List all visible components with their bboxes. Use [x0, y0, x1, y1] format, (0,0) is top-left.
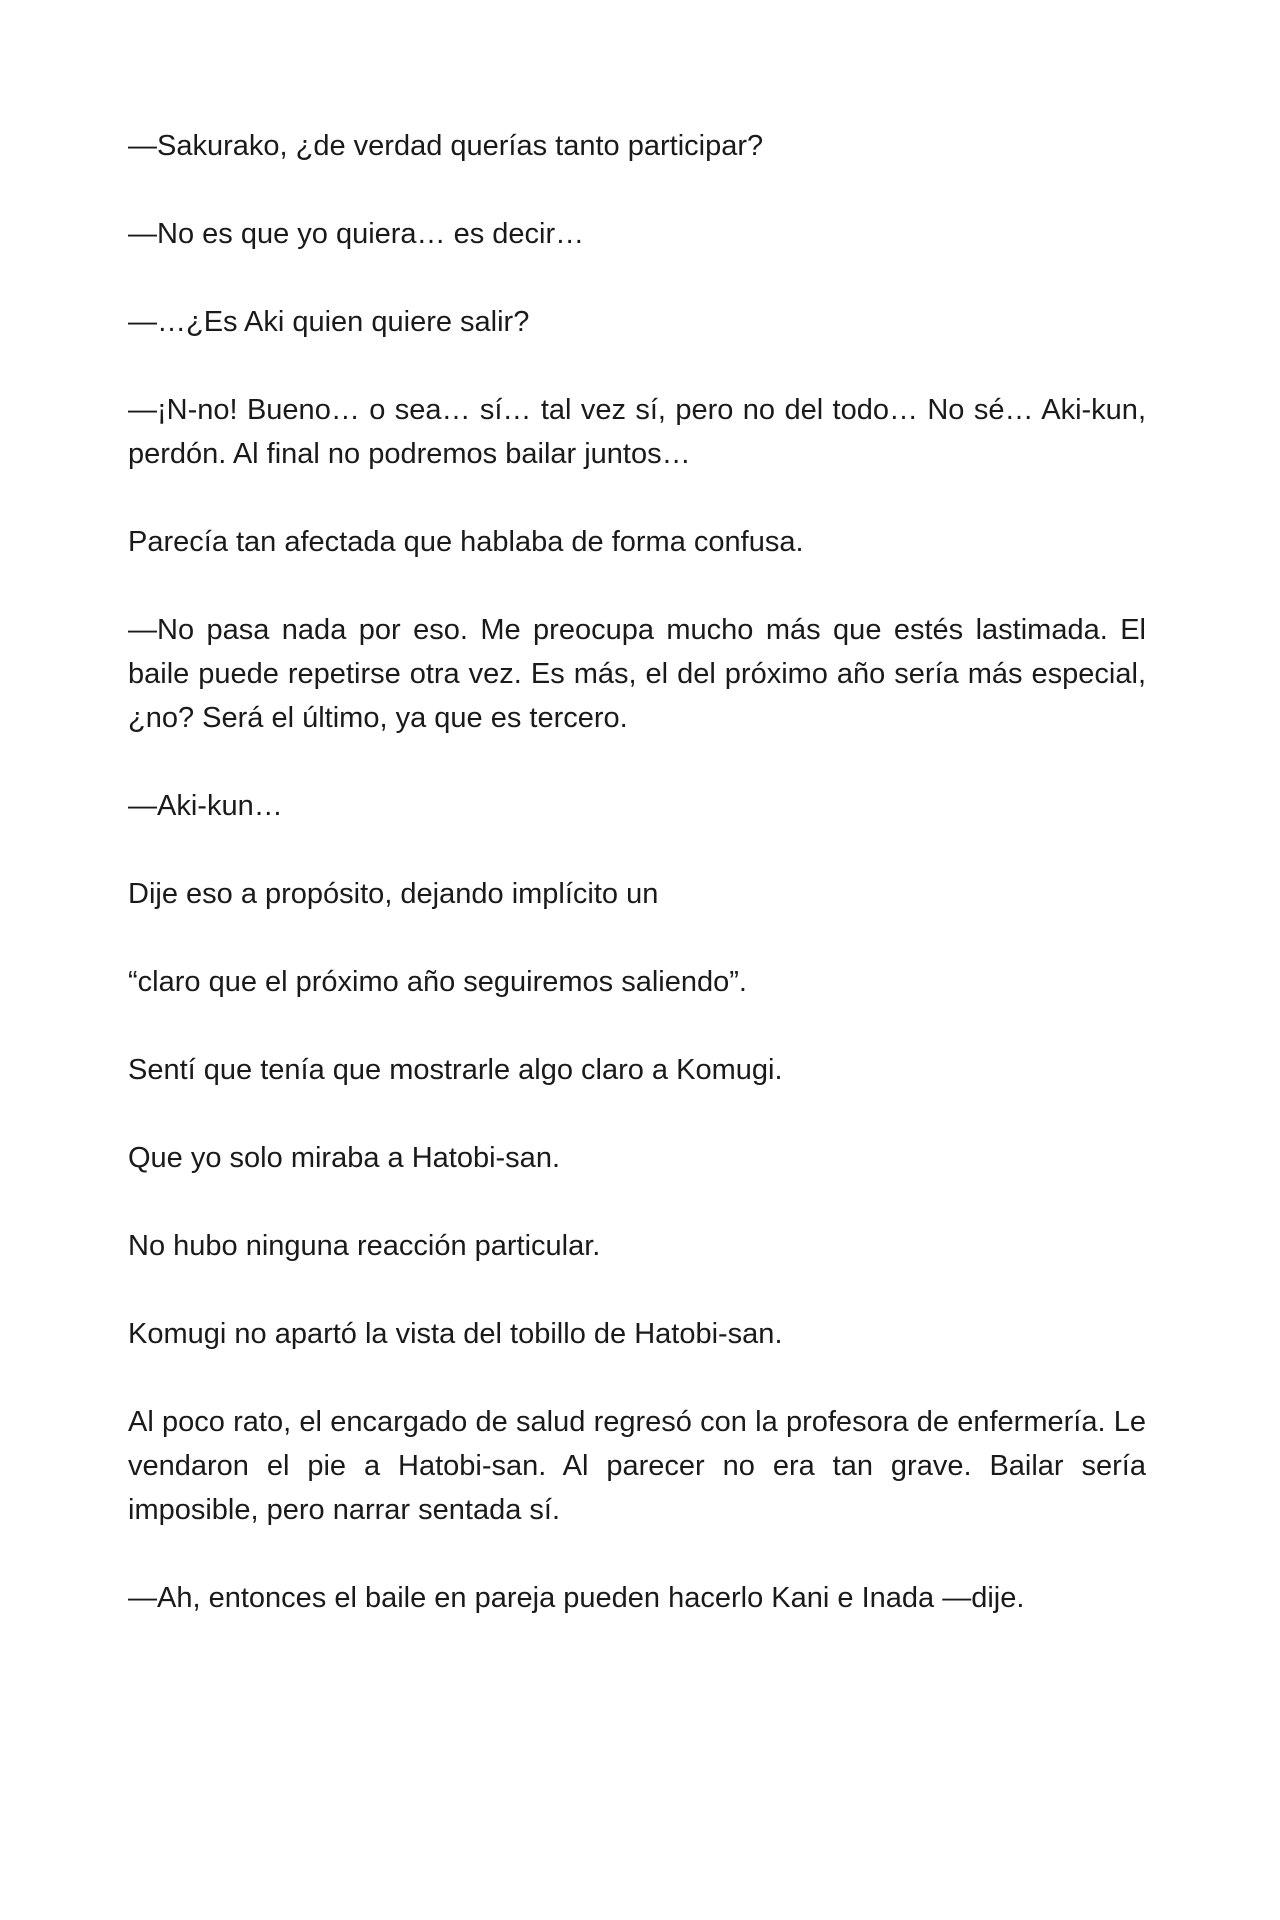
paragraph: —Aki-kun…: [128, 790, 283, 822]
document-page: [128, 124, 1146, 1664]
paragraph: Sentí que tenía que mostrarle algo claro a Komugi.: [128, 1054, 783, 1086]
paragraph: Al poco rato, el encargado de salud regresó con la profesora de enfermería. Le vendaron el pie a Hatobi-san. Al parecer no era tan grave. Bailar sería imposible, pero narrar sentada sí.: [128, 1406, 1146, 1526]
paragraph: Komugi no apartó la vista del tobillo de Hatobi-san.: [128, 1318, 783, 1350]
paragraph: —…¿Es Aki quien quiere salir?: [128, 306, 530, 338]
paragraph: —Sakurako, ¿de verdad querías tanto participar?: [128, 130, 764, 162]
paragraph: Parecía tan afectada que hablaba de forma confusa.: [128, 526, 804, 558]
paragraph: —¡N-no! Bueno… o sea… sí… tal vez sí, pero no del todo… No sé… Aki-kun, perdón. Al final no podremos bailar juntos…: [128, 394, 1146, 470]
paragraph: —No pasa nada por eso. Me preocupa mucho más que estés lastimada. El baile puede repetirse otra vez. Es más, el del próximo año sería más especial, ¿no? Será el último, ya que es tercero.: [128, 614, 1146, 734]
paragraph: Dije eso a propósito, dejando implícito un: [128, 878, 659, 910]
paragraph: —No es que yo quiera… es decir…: [128, 218, 585, 250]
paragraph: No hubo ninguna reacción particular.: [128, 1230, 601, 1262]
paragraph: —Ah, entonces el baile en pareja pueden hacerlo Kani e Inada —dije.: [128, 1582, 1025, 1614]
paragraph: “claro que el próximo año seguiremos saliendo”.: [128, 966, 747, 998]
paragraph: Que yo solo miraba a Hatobi-san.: [128, 1142, 560, 1174]
